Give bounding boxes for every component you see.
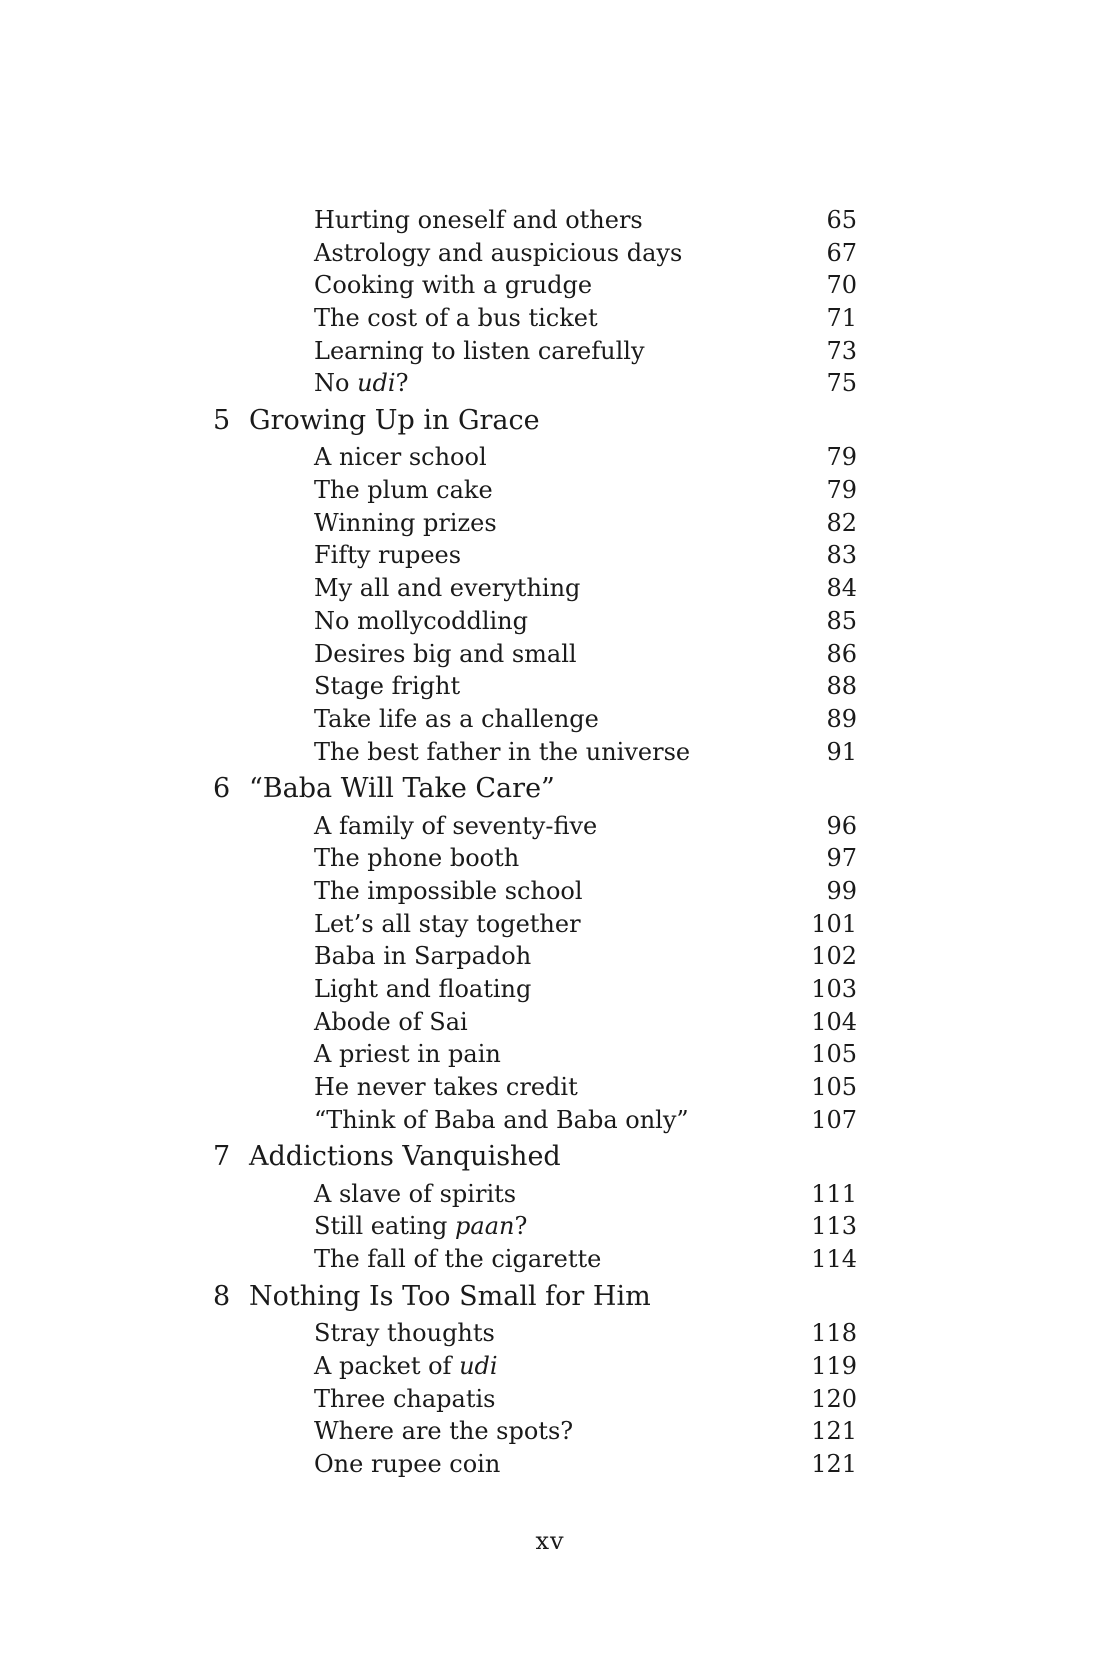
toc-entry-title-italic: udi	[357, 369, 396, 398]
toc-entry	[0, 1210, 1100, 1243]
toc-entry-title-text: One rupee coin	[314, 1449, 501, 1478]
toc-entry-title	[314, 1104, 689, 1137]
toc-entry-title-text: The best father in the universe	[314, 737, 691, 766]
toc-entry-title	[314, 572, 580, 605]
toc-entry-title-text: The cost of a bus ticket	[314, 304, 598, 333]
toc-entry-page: 70	[826, 271, 857, 300]
toc-entry-title-text: The plum cake	[314, 476, 493, 505]
toc-entry-title-text: No	[314, 369, 358, 398]
toc-entry-title-suffix: ?	[514, 1212, 528, 1241]
toc-entry-title-text: Still eating	[314, 1212, 456, 1241]
chapter-title: “Baba Will Take Care”	[249, 773, 555, 805]
toc-entry-page: 99	[826, 876, 857, 905]
toc-entry-title-text: My all and everything	[314, 574, 581, 603]
toc-entry-title	[314, 1383, 496, 1416]
toc-entry	[0, 1071, 1100, 1104]
toc-entry	[0, 1317, 1100, 1350]
toc-entry-title-text: A nicer school	[314, 443, 487, 472]
toc-entry-title	[314, 703, 599, 736]
toc-entry-title-suffix: ?	[395, 369, 409, 398]
toc-entry-page: 79	[826, 443, 857, 472]
toc-entry-title	[314, 1038, 501, 1071]
chapter-number: 6	[213, 773, 231, 805]
toc-entry-title-italic: udi	[459, 1351, 498, 1380]
table-of-contents	[0, 204, 1100, 1481]
toc-entry-title-text: A packet of	[314, 1351, 460, 1380]
toc-entry-page: 103	[811, 975, 857, 1004]
toc-entry-title-text: Light and floating	[314, 975, 532, 1004]
toc-entry	[0, 1415, 1100, 1448]
toc-entry-page: 91	[826, 737, 857, 766]
toc-entry	[0, 1383, 1100, 1416]
toc-entry	[0, 670, 1100, 703]
toc-entry	[0, 572, 1100, 605]
toc-entry-title-text: The impossible school	[314, 876, 583, 905]
toc-entry-page: 67	[826, 238, 857, 267]
toc-entry-page: 65	[826, 206, 857, 234]
toc-entry-title-text: “Think of Baba and Baba only”	[314, 1105, 689, 1134]
toc-entry-page: 86	[826, 639, 857, 668]
toc-entry-title-text: He never takes credit	[314, 1073, 578, 1102]
toc-entry	[0, 441, 1100, 474]
toc-entry-page: 96	[826, 811, 857, 840]
toc-entry-title	[314, 539, 461, 572]
toc-entry	[0, 1243, 1100, 1276]
toc-entry	[0, 908, 1100, 941]
toc-entry-title	[314, 1415, 573, 1448]
toc-entry-title	[314, 1243, 601, 1276]
toc-entry	[0, 335, 1100, 368]
toc-entry-page: 107	[811, 1105, 857, 1134]
toc-entry-title	[314, 1071, 578, 1104]
toc-entry-title-text: A family of seventy-five	[314, 811, 598, 840]
toc-entry-title	[314, 908, 581, 941]
toc-entry-page: 89	[826, 704, 857, 733]
toc-entry-title-text: Let’s all stay together	[314, 909, 581, 938]
chapter-number: 5	[213, 405, 231, 437]
toc-entry-title-text: Hurting oneself and others	[314, 206, 643, 234]
toc-entry-title	[314, 638, 577, 671]
toc-entry-title	[314, 335, 645, 368]
toc-entry-page: 101	[811, 909, 857, 938]
toc-entry-page: 79	[826, 476, 857, 505]
toc-entry-title-text: The fall of the cigarette	[314, 1245, 602, 1274]
chapter-title: Nothing Is Too Small for Him	[249, 1280, 651, 1312]
toc-entry-title	[314, 842, 519, 875]
toc-entry-title	[314, 1210, 527, 1243]
toc-entry-title	[314, 605, 528, 638]
toc-entry-title-text: Learning to listen carefully	[314, 336, 645, 365]
toc-entry-title-text: Stray thoughts	[314, 1319, 495, 1348]
toc-entry-title	[314, 940, 531, 973]
toc-entry-page: 121	[811, 1449, 857, 1478]
chapter-title: Addictions Vanquished	[249, 1141, 561, 1173]
toc-entry-page: 73	[826, 336, 857, 365]
toc-entry-title	[314, 302, 598, 335]
toc-entry-title	[314, 367, 408, 400]
toc-entry-title-text: Astrology and auspicious days	[314, 238, 683, 267]
toc-entry	[0, 875, 1100, 908]
toc-entry-title	[314, 1350, 498, 1383]
toc-entry-page: 113	[811, 1212, 857, 1241]
toc-entry-title	[314, 507, 497, 540]
chapter-number: 8	[213, 1280, 231, 1312]
toc-entry-page: 102	[811, 942, 857, 971]
chapter-heading	[0, 768, 1100, 809]
toc-entry-title	[314, 875, 583, 908]
toc-entry	[0, 1038, 1100, 1071]
toc-entry	[0, 367, 1100, 400]
toc-entry-title-text: No mollycoddling	[314, 606, 528, 635]
toc-entry-title-text: Take life as a challenge	[314, 704, 599, 733]
toc-entry	[0, 1006, 1100, 1039]
toc-entry	[0, 940, 1100, 973]
toc-entry-page: 114	[811, 1245, 857, 1274]
toc-entry	[0, 1178, 1100, 1211]
toc-entry-title-text: Three chapatis	[314, 1384, 496, 1413]
toc-entry	[0, 1350, 1100, 1383]
chapter-heading	[0, 400, 1100, 441]
toc-entry	[0, 810, 1100, 843]
toc-entry-title-text: Stage fright	[314, 672, 461, 701]
toc-entry-page: 104	[811, 1007, 857, 1036]
toc-entry	[0, 842, 1100, 875]
toc-entry-title	[314, 269, 592, 302]
chapter-title: Growing Up in Grace	[249, 405, 540, 437]
page-number: xv	[535, 1527, 565, 1555]
toc-entry-title	[314, 474, 493, 507]
toc-entry	[0, 539, 1100, 572]
toc-entry-title-text: Desires big and small	[314, 639, 577, 668]
toc-entry-title	[314, 670, 460, 703]
chapter-heading	[0, 1276, 1100, 1317]
toc-entry-title	[314, 237, 682, 270]
toc-entry	[0, 237, 1100, 270]
toc-entry-title	[314, 1317, 495, 1350]
toc-entry	[0, 703, 1100, 736]
toc-entry-title	[314, 1448, 500, 1481]
toc-entry	[0, 1104, 1100, 1137]
toc-entry-title	[314, 1006, 468, 1039]
toc-entry-page: 82	[826, 508, 857, 537]
toc-entry-title-italic: paan	[455, 1212, 515, 1241]
toc-entry-title-text: A slave of spirits	[314, 1179, 517, 1208]
toc-entry-page: 105	[811, 1040, 857, 1069]
toc-entry-title-text: Cooking with a grudge	[314, 271, 593, 300]
chapter-number: 7	[213, 1141, 231, 1173]
toc-entry-title	[314, 441, 487, 474]
toc-entry-page: 83	[826, 541, 857, 570]
toc-entry-page: 111	[811, 1179, 857, 1208]
toc-entry	[0, 1448, 1100, 1481]
toc-entry-page: 71	[826, 304, 857, 333]
toc-entry-title	[314, 1178, 516, 1211]
toc-entry-page: 105	[811, 1073, 857, 1102]
toc-entry	[0, 973, 1100, 1006]
toc-entry-title-text: Fifty rupees	[314, 541, 462, 570]
toc-entry-title-text: Baba in Sarpadoh	[314, 942, 532, 971]
chapter-heading	[0, 1136, 1100, 1177]
toc-entry-page: 121	[811, 1417, 857, 1446]
toc-entry	[0, 302, 1100, 335]
toc-entry-title-text: Where are the spots?	[314, 1417, 574, 1446]
toc-entry-page: 84	[826, 574, 857, 603]
toc-entry-page: 119	[811, 1351, 857, 1380]
toc-entry-page: 75	[826, 369, 857, 398]
toc-entry-title-text: A priest in pain	[314, 1040, 501, 1069]
toc-entry-page: 88	[826, 672, 857, 701]
toc-entry	[0, 507, 1100, 540]
toc-entry-page: 120	[811, 1384, 857, 1413]
toc-entry	[0, 204, 1100, 237]
toc-entry-page: 97	[826, 844, 857, 873]
toc-entry-title-text: Winning prizes	[314, 508, 497, 537]
toc-entry-title	[314, 204, 643, 237]
toc-entry-title	[314, 810, 597, 843]
toc-entry-page: 85	[826, 606, 857, 635]
toc-entry	[0, 474, 1100, 507]
toc-entry	[0, 736, 1100, 769]
toc-entry-title-text: The phone booth	[314, 844, 520, 873]
toc-entry-title-text: Abode of Sai	[314, 1007, 468, 1036]
toc-entry-title	[314, 973, 531, 1006]
toc-entry	[0, 269, 1100, 302]
toc-entry-title	[314, 736, 690, 769]
toc-entry-page: 118	[811, 1319, 857, 1348]
toc-entry	[0, 638, 1100, 671]
toc-entry	[0, 605, 1100, 638]
